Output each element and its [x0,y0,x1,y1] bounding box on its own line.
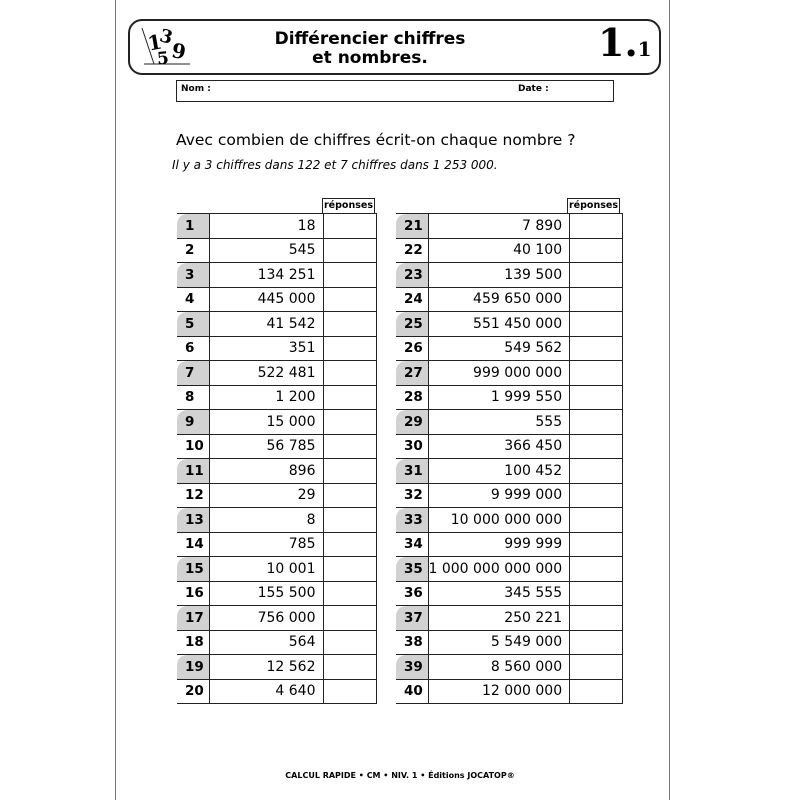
answer-box[interactable] [323,557,376,582]
number-value: 155 500 [209,581,323,606]
exercise-row [177,557,376,582]
number-value: 999 999 [428,532,570,557]
student-id-bar [176,80,614,102]
item-number: 8 [177,385,209,410]
item-number: 24 [396,287,428,312]
exercise-row [396,483,623,508]
exercise-row [396,312,623,337]
number-value: 351 [209,336,323,361]
number-value: 40 100 [428,238,570,263]
answer-box[interactable] [570,287,623,312]
answer-box[interactable] [323,655,376,680]
item-number: 12 [177,483,209,508]
answer-box[interactable] [570,434,623,459]
item-number: 1 [177,214,209,239]
item-number: 13 [177,508,209,533]
logo-digit: 3 [157,25,175,49]
item-number: 10 [177,434,209,459]
number-value: 9 999 000 [428,483,570,508]
answer-box[interactable] [323,287,376,312]
item-number: 23 [396,263,428,288]
exercise-row [396,336,623,361]
item-number: 40 [396,679,428,704]
answer-box[interactable] [323,630,376,655]
exercise-row [396,263,623,288]
number-value: 139 500 [428,263,570,288]
number-value: 366 450 [428,434,570,459]
exercise-row [396,557,623,582]
item-number: 2 [177,238,209,263]
answer-box[interactable] [570,532,623,557]
item-number: 5 [177,312,209,337]
item-number: 11 [177,459,209,484]
exercise-row [396,410,623,435]
exercise-row [177,385,376,410]
number-value: 522 481 [209,361,323,386]
item-number: 26 [396,336,428,361]
item-number: 31 [396,459,428,484]
number-value: 18 [209,214,323,239]
number-value: 29 [209,483,323,508]
number-value: 56 785 [209,434,323,459]
exercise-row [396,630,623,655]
sheet-number-main: 1. [598,20,638,65]
date-label: Date : [518,84,549,94]
answer-box[interactable] [570,336,623,361]
answer-box[interactable] [323,434,376,459]
exercise-row [396,532,623,557]
item-number: 9 [177,410,209,435]
answer-box[interactable] [570,483,623,508]
exercise-row [396,581,623,606]
title-line: Différencier chiffres [274,29,466,49]
answer-box[interactable] [323,238,376,263]
item-number: 19 [177,655,209,680]
exercise-row [177,630,376,655]
exercise-row [177,483,376,508]
item-number: 18 [177,630,209,655]
answer-box[interactable] [570,679,623,704]
exercise-row [396,679,623,704]
answer-box[interactable] [323,508,376,533]
answer-box[interactable] [323,606,376,631]
item-number: 33 [396,508,428,533]
item-number: 36 [396,581,428,606]
number-value: 250 221 [428,606,570,631]
number-value: 549 562 [428,336,570,361]
exercise-row [177,434,376,459]
number-value: 10 001 [209,557,323,582]
number-value: 1 000 000 000 000 [428,557,570,582]
number-value: 7 890 [428,214,570,239]
exercise-row [177,606,376,631]
number-value: 555 [428,410,570,435]
logo-digit: 9 [169,38,188,65]
exercise-row [396,508,623,533]
exercise-row [177,214,376,239]
exercise-row [177,679,376,704]
answer-box[interactable] [323,581,376,606]
exercise-row [177,312,376,337]
exercise-row [177,238,376,263]
item-number: 25 [396,312,428,337]
number-value: 5 549 000 [428,630,570,655]
exercise-row [177,263,376,288]
exercise-row [177,581,376,606]
item-number: 28 [396,385,428,410]
answer-box[interactable] [570,606,623,631]
exercise-row [396,214,623,239]
exercise-row [396,361,623,386]
number-value: 551 450 000 [428,312,570,337]
answers-header-left: réponses [322,198,375,214]
number-value: 15 000 [209,410,323,435]
answer-box[interactable] [323,410,376,435]
item-number: 17 [177,606,209,631]
exercise-row [396,459,623,484]
item-number: 7 [177,361,209,386]
item-number: 37 [396,606,428,631]
item-number: 35 [396,557,428,582]
page-title [230,30,510,68]
answer-box[interactable] [570,238,623,263]
item-number: 34 [396,532,428,557]
exercise-row [396,655,623,680]
answer-box[interactable] [570,385,623,410]
logo-digit: 5 [156,48,170,70]
answer-box[interactable] [323,483,376,508]
number-value: 10 000 000 000 [428,508,570,533]
exercise-row [177,336,376,361]
sheet-number-sub: 1 [637,37,652,61]
number-value: 785 [209,532,323,557]
answer-box[interactable] [570,581,623,606]
number-value: 1 200 [209,385,323,410]
answer-box[interactable] [570,459,623,484]
item-number: 15 [177,557,209,582]
answer-box[interactable] [323,679,376,704]
answer-box[interactable] [570,361,623,386]
answer-box[interactable] [323,263,376,288]
number-value: 4 640 [209,679,323,704]
exercise-row [177,655,376,680]
example-text: Il y a 3 chiffres dans 122 et 7 chiffres dans 1 253 000. [172,158,498,172]
number-value: 12 000 000 [428,679,570,704]
item-number: 30 [396,434,428,459]
exercise-table-left [177,213,377,704]
exercise-row [177,532,376,557]
title-line: et nombres. [312,48,428,68]
answer-box[interactable] [323,459,376,484]
answer-box[interactable] [570,312,623,337]
exercise-row [396,238,623,263]
answer-box[interactable] [323,385,376,410]
question-text: Avec combien de chiffres écrit-on chaque nombre ? [176,131,576,149]
item-number: 22 [396,238,428,263]
answer-box[interactable] [570,410,623,435]
answer-box[interactable] [570,557,623,582]
number-value: 564 [209,630,323,655]
item-number: 32 [396,483,428,508]
answer-box[interactable] [570,214,623,239]
exercise-row [396,287,623,312]
sheet-number [598,20,652,69]
item-number: 27 [396,361,428,386]
exercise-row [396,434,623,459]
digits-logo-icon [140,24,196,70]
number-value: 896 [209,459,323,484]
name-label: Nom : [181,84,211,94]
number-value: 12 562 [209,655,323,680]
item-number: 14 [177,532,209,557]
logo-digit: 1 [145,29,164,56]
number-value: 100 452 [428,459,570,484]
answer-box[interactable] [570,263,623,288]
answer-box[interactable] [570,508,623,533]
number-value: 545 [209,238,323,263]
item-number: 20 [177,679,209,704]
answer-box[interactable] [570,630,623,655]
number-value: 999 000 000 [428,361,570,386]
number-value: 8 560 000 [428,655,570,680]
exercise-row [177,361,376,386]
answers-header-right: réponses [567,198,620,214]
exercise-row [177,508,376,533]
exercise-row [396,385,623,410]
number-value: 1 999 550 [428,385,570,410]
item-number: 29 [396,410,428,435]
answer-box[interactable] [323,336,376,361]
exercise-row [177,287,376,312]
number-value: 41 542 [209,312,323,337]
exercise-table-right [396,213,623,704]
item-number: 38 [396,630,428,655]
number-value: 8 [209,508,323,533]
answer-box[interactable] [323,532,376,557]
number-value: 459 650 000 [428,287,570,312]
answer-box[interactable] [570,655,623,680]
exercise-row [177,410,376,435]
number-value: 134 251 [209,263,323,288]
answer-box[interactable] [323,214,376,239]
item-number: 4 [177,287,209,312]
item-number: 21 [396,214,428,239]
footer-credits: CALCUL RAPIDE • CM • NIV. 1 • Éditions JOCATOP® [285,771,515,780]
number-value: 345 555 [428,581,570,606]
item-number: 16 [177,581,209,606]
exercise-row [396,606,623,631]
item-number: 3 [177,263,209,288]
item-number: 39 [396,655,428,680]
answer-box[interactable] [323,312,376,337]
number-value: 445 000 [209,287,323,312]
number-value: 756 000 [209,606,323,631]
item-number: 6 [177,336,209,361]
answer-box[interactable] [323,361,376,386]
exercise-row [177,459,376,484]
